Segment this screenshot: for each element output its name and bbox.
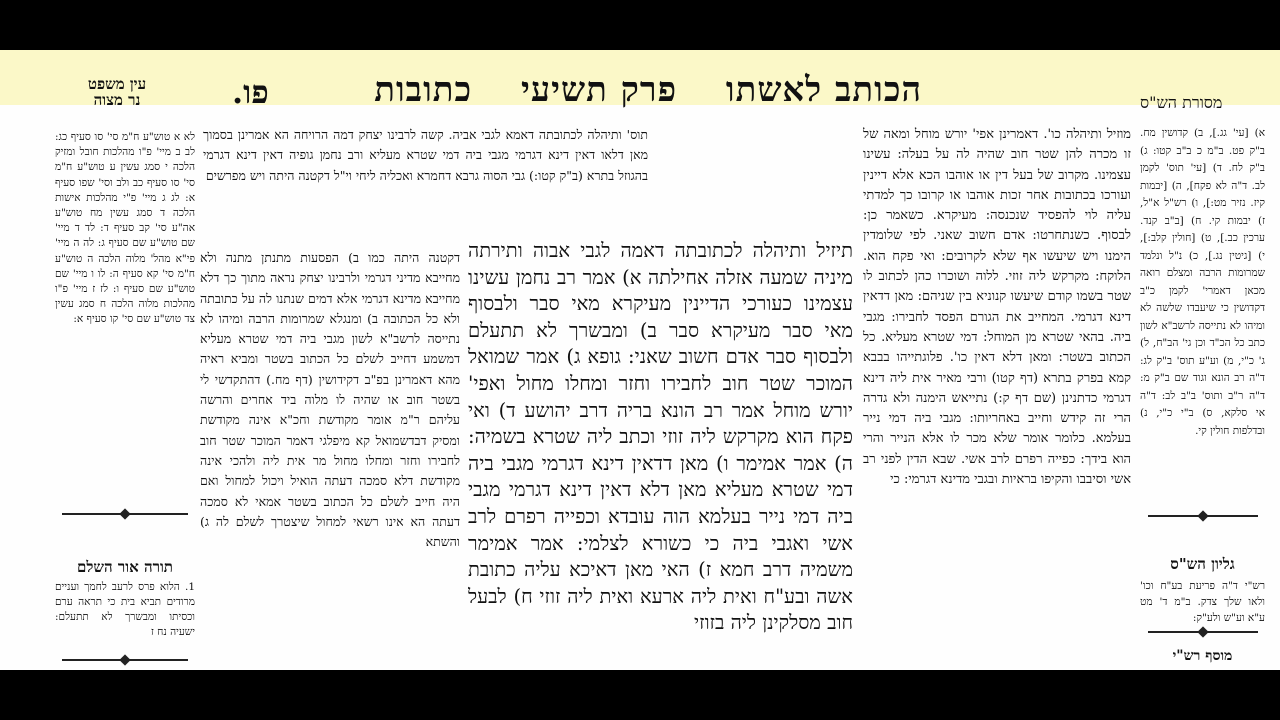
gemara-main-text <box>468 238 853 670</box>
daf-number: פו. <box>232 73 269 111</box>
ornament-divider <box>1148 512 1258 520</box>
ein-mishpat-header <box>72 76 162 108</box>
ornament-divider <box>62 510 188 518</box>
gilyon-hashas-title: גליון הש"ס <box>1170 555 1235 573</box>
ornament-divider <box>1148 628 1258 636</box>
mesoret-hashas-column <box>1140 125 1265 545</box>
rashi-top-block <box>203 125 648 250</box>
mesoret-hashas-header: מסורת הש"ס <box>1140 93 1223 112</box>
talmud-page <box>0 50 1280 670</box>
torah-or-title: תורה אור השלם <box>77 558 173 576</box>
ein-mishpat-text: לא א טוש"ע ח"מ סי' סו סעיף כג: לב ב מיי' פ"ו מהלכות חובל ומזיק הלכה י סמג עשין ע טוש"ע ח"מ סי' סו סעיף כב ולב וסי' שפו סעיף א: לג ג מיי' פ"י מהלכות אישות הלכה ד סמג עשין מח טוש"ע אה"ע סי' קב סעיף ד: לד ד מיי' שם טוש"ע שם סעיף ג: לה ה מיי' פי"א מהל' מלוה הלכה ה טוש"ע ח"מ סי' קא סעיף ה: לו ו מיי' שם טוש"ע שם סעיף ו: לז ז מיי' פ"ו מהלכות מלוה הלכה ח סמג עשין צד טוש"ע שם סי' קו סעיף א: <box>55 131 195 326</box>
torah-or-column <box>55 580 195 660</box>
ornament-divider <box>62 656 188 664</box>
title-masechet: כתובות <box>374 70 473 110</box>
gilyon-hashas-column <box>1140 578 1265 630</box>
rashi-top-text: תוס' ותיהלה לכתובתה דאמא לגבי אביה. קשה לרבינו יצחק דמה הרויחה הא אמרינן בסמוך מאן דלאו דאין דינא דגרמי מגבי ביה דמי שטרא מעליא ורב נחמן גופיה דאין דינא דגרמי בהגוזל בתרא (ב"ק קטו:) גבי הסוה גרבא דחמרא ואכליה ליחי וי"ל דקטנה היתה ויש מפרשים <box>203 127 648 183</box>
ner-mitzvah-title: נר מצוה <box>93 91 141 109</box>
tosafot-column <box>863 125 1131 670</box>
gilyon-text: רש"י ד"ה פריעת בע"ח וכו' ולאו שלך צדק. ב"מ ד' מט ע"א וע"ש ולע"ק: <box>1140 580 1265 624</box>
gemara-text: תיזיל ותיהלה לכתובתה דאמה לגבי אבוה ותירתה מיניה שמעה אזלה אחילתה א) אמר רב נחמן עשינו עצמינו כעורכי הדיינין מעיקרא מאי סבר ולבסוף מאי סבר מעיקרא סבר ב) ומבשרך לא תתעלם ולבסוף סבר אדם חשוב שאני: גופא ג) אמר שמואל המוכר שטר חוב לחבירו וחזר ומחלו מחול ואפי' יורש מוחל אמר רב הונא בריה דרב יהושע ד) ואי פקח הוא מקרקש ליה זוזי וכתב ליה שטרא בשמיה: ה) אמר אמימר ו) מאן דדאין דינא דגרמי מגבי ביה דמי שטרא מעליא מאן דלא דאין דינא דגרמי מגבי ביה דמי נייר בעלמא הוה עובדא וכפייה רפרם לרב אשי ואגבי ביה כי כשורא לצלמי: אמר אמימר משמיה דרב חמא ז) האי מאן דאיכא עליה כתובת אשה ובע"ח ואית ליה ארעא ואית ליה זוזי ח) לבעל חוב מסלקינן ליה בזוזי <box>468 239 853 635</box>
tosafot-text: מוזיל ותיהלה כו'. דאמרינן אפי' יורש מוחל ומאה של זו מכרה להן שטר חוב שהיה לה על בעלה: עשינו עצמינו. מקרוב של בעל דין או אוהבו הכא אלא דיינין ועורכו בכתובות אחר זכות אוהבו או קרובו כך למדתי עליה לוי להפסיד שנכנסה: מעיקרא. כשאמר כן: לבסוף. כשנתחרטו: אדם חשוב שאני. לפי שלומדין הימנו ויש שיעשו אף שלא לקרובים: ואי פקח הוא. הלוקח: מקרקש ליה זוזי. ללוה ושוכרו כהן לכתוב לו שטר בשמו קודם שיעשו קנוניא בין שניהם: מאן דדאין דינא דגרמי. המחייב את הגורם הפסד לחבירו: מגבי ביה. בהאי שטרא מן המוחל: דמי שטרא מעליא. כל הכתוב בשטר: ומאן דלא דאין כו'. פלוגתייהו בבבא קמא בפרק בתרא (דף קטו) ורבי מאיר אית ליה דינא דגרמי כדתנינן (שם דף ק:) נתייאש הימנה ולא גדרה הרי זה קידש וחייב באחריותו: מגבי ביה דמי נייר בעלמא. כלומר אומר שלא מכר לו אלא הנייר והרי הוא בידך: כפייה רפרם לרב אשי. שבא הדין לפני רב אשי וסיבבו והקיפו בראיות ובגבי מדינא דגרמי: כי <box>863 127 1131 488</box>
torah-or-text: 1. הלוא פרס לרעב לחמך ועניים מרודים תביא בית כי תראה ערם וכסיתו ומבשרך לא תתעלם: ישעיה נח ז <box>55 581 195 638</box>
page-title <box>374 70 940 110</box>
title-masechet-chapter-name: הכותב לאשתו <box>725 70 922 110</box>
musaf-rashi-title: מוסף רש"י <box>1172 648 1233 664</box>
ein-mishpat-title: עין משפט <box>87 75 147 93</box>
rashi-left-column <box>200 248 460 670</box>
title-chapter-number: פרק תשיעי <box>520 70 678 110</box>
mesoret-text: א) [עי' גג.], ב) קדושין מח. ב"ק פט. ב"מ כ ב"ב קטו: ג) ב"ק לח. ד) [עי' תוס' לקמן לב. ד"ה לא פקח], ה) [יבמות קיז. נזיר מט:], ו) רש"ל א"ל, ז) יבמות קי. ח) [ב"ב קנד. ערכין כב.], ט) [חולין קלב:], י) [גיטין נג.], כ) נ"ל ונלמד שמרומות הרבה ומצלם רואה מכאן דאמרי' לקמן כ"ב דקדושין כי שיעבדו שלשה לא ומיהו לא נתייסה לרשב"א לשון כתב כל הכ"ד וכן גי' הב"ח, ל) ג' כ"י, מ) וע"ע תוס' ב"ק לג: ד"ה רב הונא וגוד שם ב"ק מ: ד"ה ר"ב ותוס' ב"ב לב: ד"ה אי סלקא, ס) ב"י כ"י, נ) ובדלפות חולין קי. <box>1140 127 1265 437</box>
ein-mishpat-column <box>55 130 195 550</box>
rashi-left-text: דקטנה היתה כמו ב) הפסעות מתנתן מתנה ולא מחייבא מדיני דגרמי ולרבינו יצחק נראה מתוך כך דלא מחייבא מדינא דגרמי אלא דמים שנתנו לה על כתובתה ולא כל הכתובה ב) ומנגלא שמרומות הרבה ומיהו לא נתייסה לרשב"א לשון מגבי ביה דמי שטרא מעליא דמשמע דחייב לשלם כל הכתוב בשטר ומביא ראיה מהא דאמרינן בפ"ב דקידושין (דף מח.) דהתקדשי לי בשטר חוב או שהיה לו מלוה ביד אחרים והרשה עליהם ר"מ אומר מקודשת וחכ"א אינה מקודשת ומסיק דבדשמואל קא מיפלגי דאמר המוכר שטר חוב לחבירו וחזר ומחלו מחול מר אית ליה ולהכי אינה מקודשת דלא סמכה דעתה הואיל ויכול למחול ואם היה חייב לשלם כל הכתוב בשטר אמאי לא סמכה דעתה הא אינו רשאי למחול שיצטרך לשלם לה ג) והשתא <box>200 250 460 550</box>
